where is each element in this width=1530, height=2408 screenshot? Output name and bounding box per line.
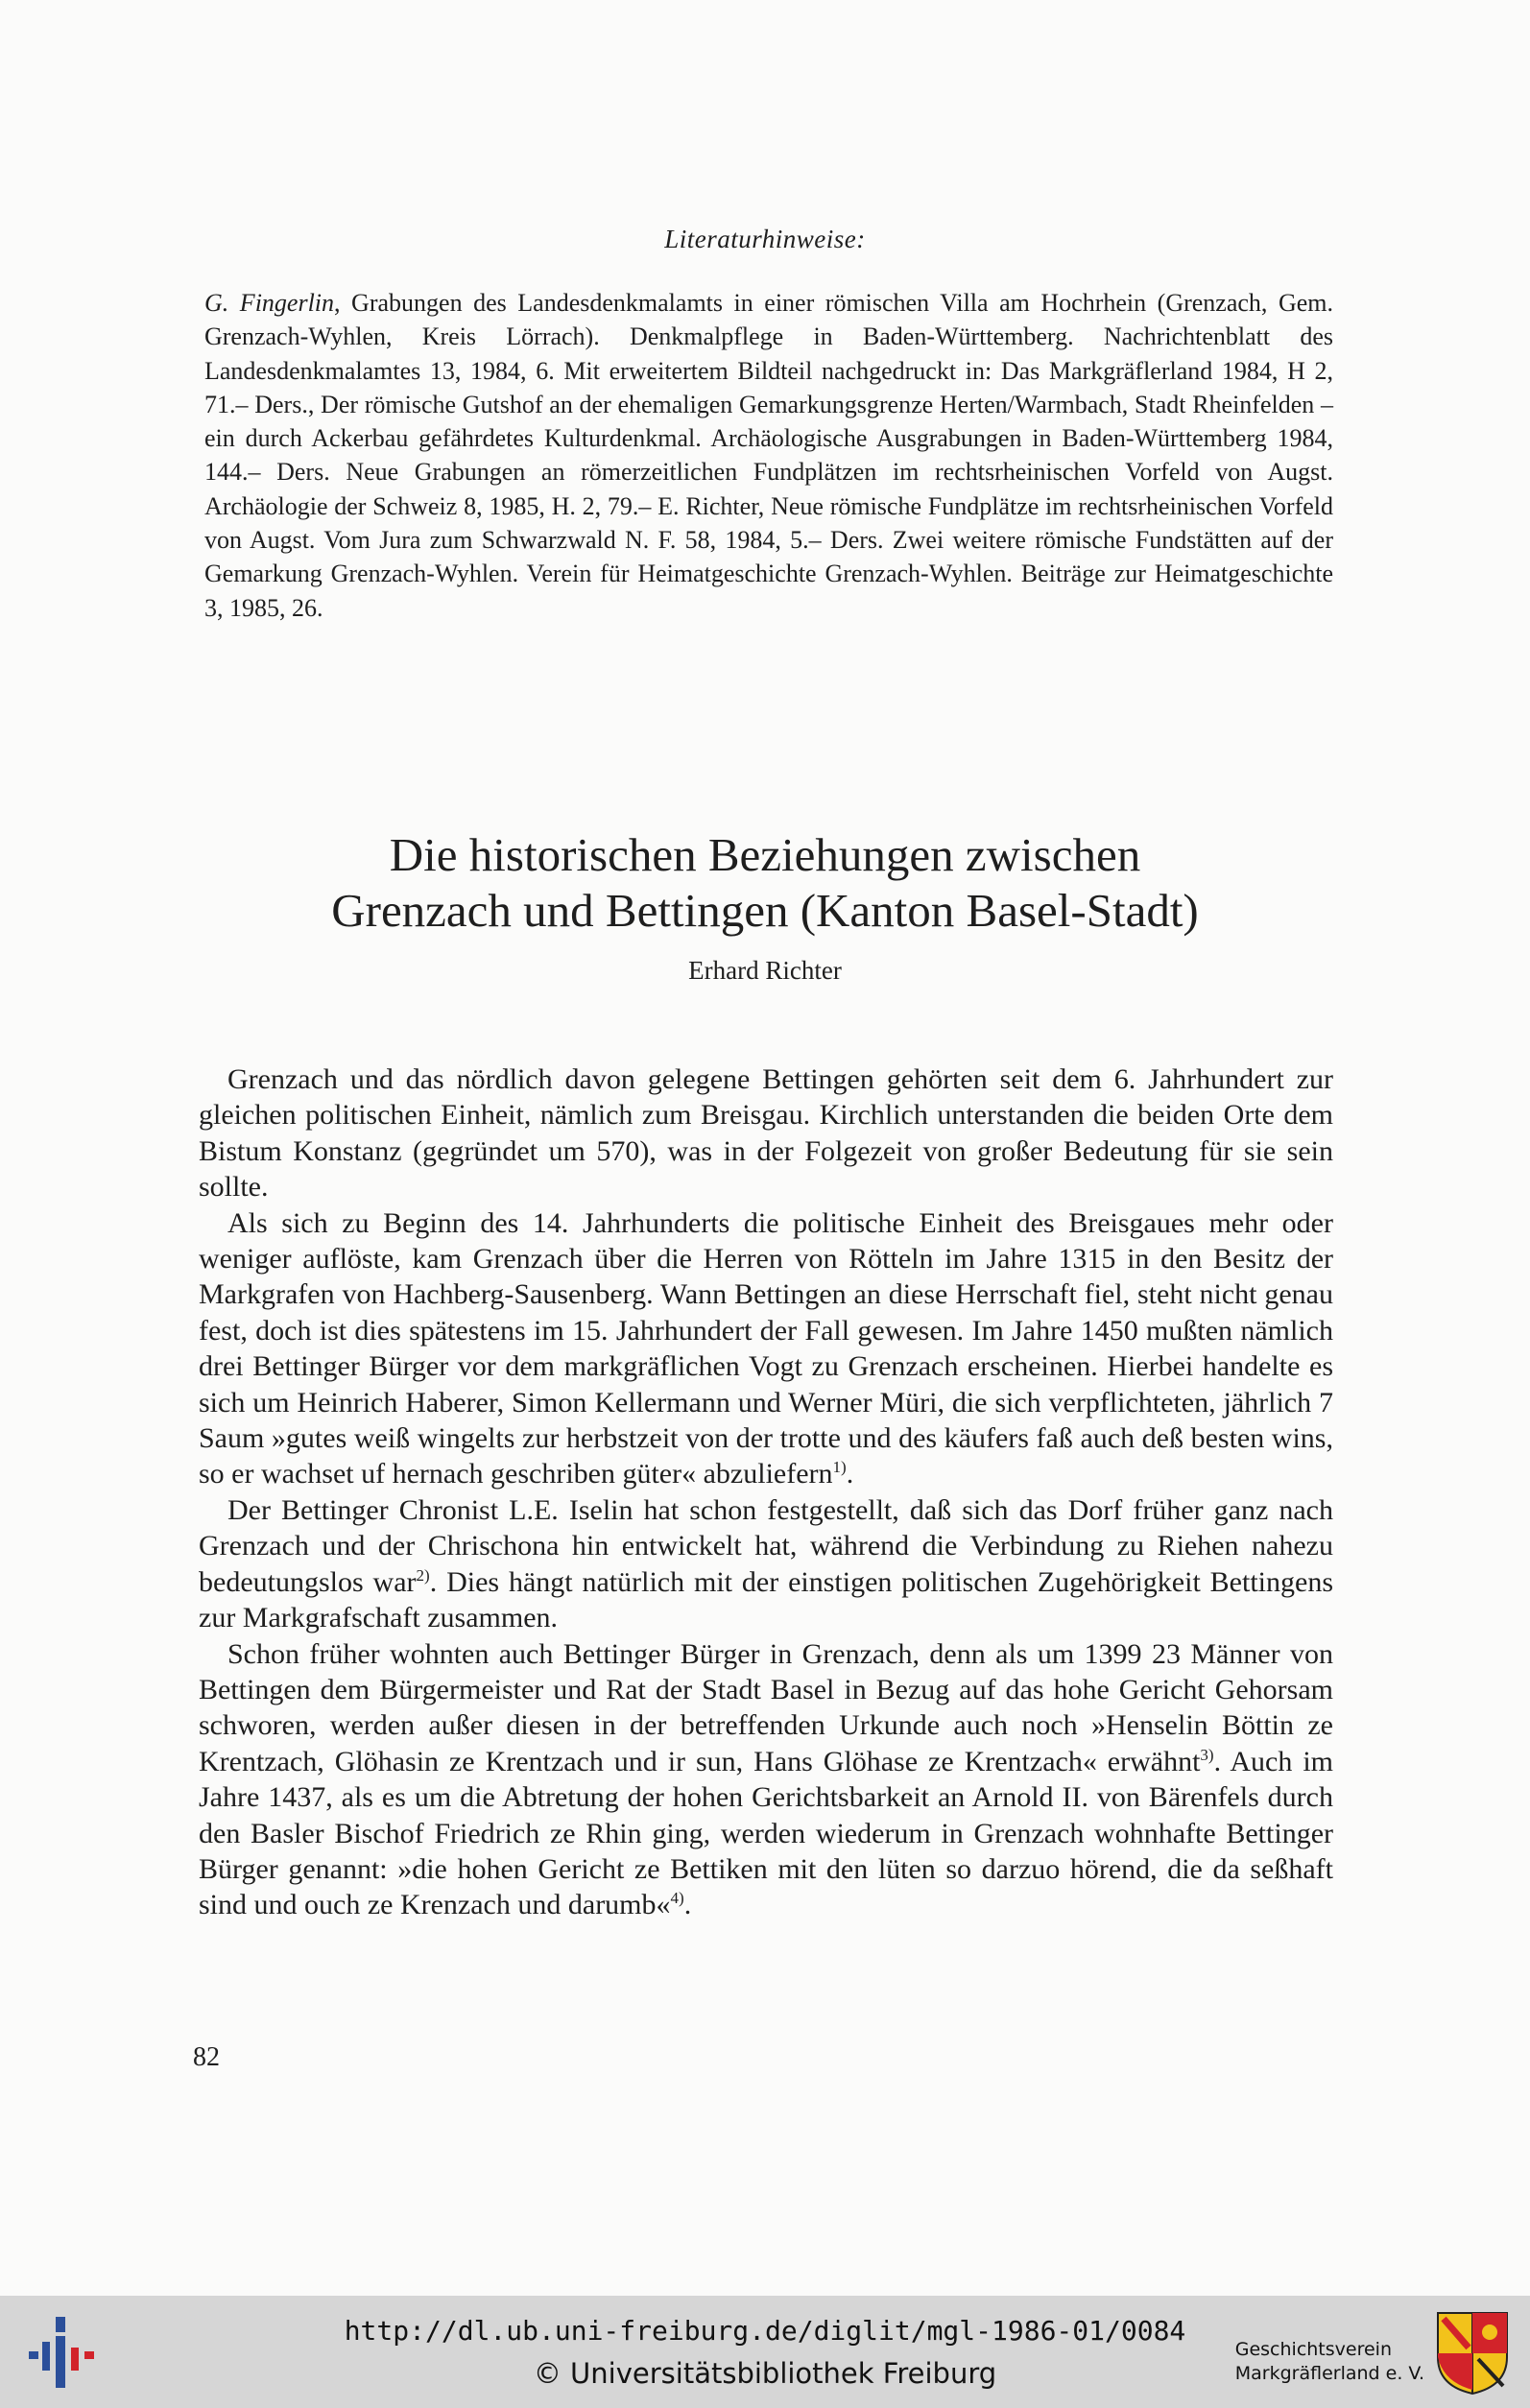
- coat-of-arms-icon: [1434, 2309, 1511, 2396]
- page-number: 82: [193, 2042, 220, 2072]
- literature-text: , Grabungen des Landesdenkmalamts in einer römischen Villa am Hochrhein (Grenzach, Gem. Grenzach-Wyhlen, Kreis Lörrach). Denkmalpflege in Baden-Württemberg. Nachrichtenblatt des Landesdenkmalamtes 13, 1984, 6. Mit erweitertem Bildteil nachgedruckt in: Das Markgräflerland 1984, H 2, 71.– Ders., Der römische Gutshof an der ehemaligen Gemarkungsgrenze Herten/Warmbach, Stadt Rheinfelden – ein durch Ackerbau gefährdetes Kulturdenkmal. Archäologische Ausgrabungen in Baden-Württemberg 1984, 144.– Ders. Neue Grabungen an römerzeitlichen Fundplätzen im rechtsrheinischen Vorfeld von Augst. Archäologie der Schweiz 8, 1985, H. 2, 79.– E. Richter, Neue römische Fundplätze im rechtsrheinischen Vorfeld von Augst. Vom Jura zum Schwarzwald N. F. 58, 1984, 5.– Ders. Zwei weitere römische Fundstätten auf der Gemarkung Grenzach-Wyhlen. Verein für Heimatgeschichte Grenzach-Wyhlen. Beiträge zur Heimatgeschichte 3, 1985, 26.: [204, 289, 1333, 622]
- footnote-ref: 2): [416, 1565, 430, 1585]
- paragraph: [199, 1205, 1333, 1492]
- paragraph-text: . Auch im Jahre 1437, als es um die Abtretung der hohen Gerichtsbarkeit an Arnold II. von Bärenfels durch den Basler Bischof Friedrich ze Rhin ging, werden wiederum in Grenzach wohnhafte Bettinger Bürger genannt: »die hohen Gericht ze Bettiken mit den lüten so darzuo hörend, die da seßhaft sind und ouch ze Krenzach und darumb«: [199, 1745, 1333, 1921]
- paragraph-text: Grenzach und das nördlich davon gelegene Bettingen gehörten seit dem 6. Jahrhundert zur gleichen politischen Einheit, nämlich zum Breisgau. Kirchlich unterstanden die beiden Orte dem Bistum Konstanz (gegründet um 570), was in der Folgezeit von großer Bedeutung für sie sein sollte.: [199, 1063, 1333, 1204]
- article-author: Erhard Richter: [688, 956, 842, 985]
- paragraph-text: . Dies hängt natürlich mit der einstigen politischen Zugehörigkeit Bettingens zur Markgrafschaft zusammen.: [199, 1565, 1333, 1634]
- article-title-line2: Grenzach und Bettingen (Kanton Basel-Stadt): [331, 884, 1199, 937]
- paragraph-text: Der Bettinger Chronist L.E. Iselin hat schon festgestellt, daß sich das Dorf früher ganz nach Grenzach und der Chrischona hin entwickelt hat, während die Verbindung zu Riehen nahezu bedeutungslos war: [199, 1493, 1333, 1598]
- paragraph-text: .: [846, 1458, 854, 1490]
- article-title: [0, 827, 1530, 939]
- footnote-ref: 4): [670, 1889, 684, 1908]
- society-name: [1235, 2338, 1424, 2386]
- society-line2: Markgräflerland e. V.: [1234, 2363, 1424, 2384]
- footnote-ref: 1): [832, 1458, 847, 1477]
- literature-author: G. Fingerlin: [204, 289, 335, 317]
- permalink-url[interactable]: http://dl.ub.uni-freiburg.de/diglit/mgl-1986-01/0084: [344, 2315, 1186, 2347]
- article-body: [199, 1061, 1333, 1923]
- paragraph-text: Als sich zu Beginn des 14. Jahrhunderts die politische Einheit des Breisgaues mehr oder weniger auflöste, kam Grenzach über die Herren von Rötteln im Jahre 1315 in den Besitz der Markgrafen von Hachberg-Sausenberg. Wann Bettingen an diese Herrschaft fiel, steht nicht genau fest, doch ist dies spätestens im 15. Jahrhundert der Fall gewesen. Im Jahre 1450 mußten nämlich drei Bettinger Bürger vor dem markgräflichen Vogt zu Grenzach erscheinen. Hierbei handelte es sich um Heinrich Haberer, Simon Kellermann und Werner Müri, die sich verpflichteten, jährlich 7 Saum »gutes weiß wingelts zur herbstzeit von der trotte und des käufers faß auch deß besten wins, so er wachset uf hernach geschriben güter« abzuliefern: [199, 1206, 1333, 1490]
- literature-heading: Literaturhinweise:: [664, 225, 866, 253]
- paragraph: [199, 1636, 1333, 1923]
- society-line1: Geschichtsverein: [1234, 2339, 1392, 2360]
- paragraph-text: .: [683, 1889, 692, 1921]
- article-title-line1: Die historischen Beziehungen zwischen: [389, 828, 1141, 881]
- paragraph-text: Schon früher wohnten auch Bettinger Bürger in Grenzach, denn als um 1399 23 Männer von Bettingen dem Bürgermeister und Rat der Stadt Basel in Bezug auf das hohe Gericht Gehorsam schworen, werden außer diesen in der betreffenden Urkunde auch noch »Henselin Böttin ze Krentzach, Glöhasin ze Krentzach und ir sun, Hans Glöhase ze Krentzach« erwähnt: [199, 1637, 1333, 1777]
- paragraph: [199, 1061, 1333, 1205]
- paragraph: [199, 1492, 1333, 1636]
- copyright-notice: © Universitätsbibliothek Freiburg: [533, 2357, 997, 2390]
- footnote-ref: 3): [1200, 1745, 1214, 1764]
- literature-references: [204, 286, 1333, 625]
- footer-bar: [0, 2296, 1530, 2408]
